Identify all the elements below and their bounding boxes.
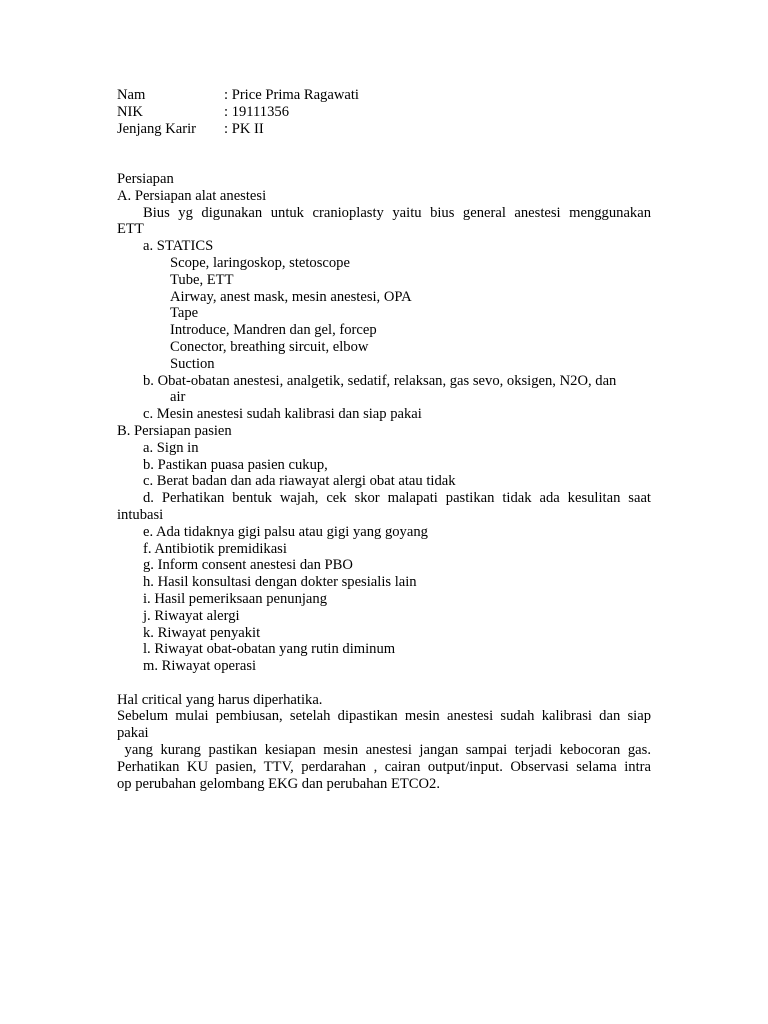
part-b-item: g. Inform consent anestesi dan PBO (143, 557, 353, 574)
part-b-item: e. Ada tidaknya gigi palsu atau gigi yang goyang (143, 523, 428, 540)
career-value: : PK II (224, 120, 264, 137)
statics-item: Scope, laringoskop, stetoscope (170, 254, 350, 271)
document-page (117, 87, 651, 792)
header-career-row (117, 121, 651, 138)
statics-item: Airway, anest mask, mesin anestesi, OPA (170, 288, 412, 305)
part-b-item: c. Berat badan dan ada riawayat alergi obat atau tidak (143, 473, 456, 490)
critical-line1: Sebelum mulai pembiusan, setelah dipastikan mesin anestesi sudah kalibrasi dan siap (117, 708, 651, 725)
critical-title: Hal critical yang harus diperhatika. (117, 691, 323, 708)
statics-title: a. STATICS (143, 238, 214, 255)
part-b-title: B. Persiapan pasien (117, 422, 232, 439)
part-a-item-b-line1: b. Obat-obatan anestesi, analgetik, sedatif, relaksan, gas sevo, oksigen, N2O, dan (143, 372, 617, 389)
critical-line3: yang kurang pastikan kesiapan mesin anestesi jangan sampai terjadi kebocoran gas. (117, 742, 651, 759)
nik-label: NIK (117, 103, 143, 120)
part-a-item-c: c. Mesin anestesi sudah kalibrasi dan siap pakai (143, 406, 422, 423)
part-b-item-d-line2: intubasi (117, 506, 164, 523)
part-b-item: l. Riwayat obat-obatan yang rutin diminum (143, 641, 396, 658)
part-b-item: k. Riwayat penyakit (143, 624, 261, 641)
statics-item: Tube, ETT (170, 271, 234, 288)
part-b-item: f. Antibiotik premidikasi (143, 540, 287, 557)
part-b-item: m. Riwayat operasi (143, 658, 257, 675)
statics-item: Suction (170, 355, 215, 372)
part-a-intro-line2: ETT (117, 221, 144, 238)
statics-item: Tape (170, 305, 199, 322)
statics-item: Introduce, Mandren dan gel, forcep (170, 322, 377, 339)
header-nik-row (117, 104, 651, 121)
critical-line5: op perubahan gelombang EKG dan perubahan ETCO2. (117, 775, 440, 792)
part-b-item: j. Riwayat alergi (143, 607, 240, 624)
name-label: Nam (117, 87, 146, 103)
part-a-title: A. Persiapan alat anestesi (117, 187, 267, 204)
part-a-item-b-line2: air (170, 389, 186, 406)
statics-item: Conector, breathing sircuit, elbow (170, 338, 369, 355)
part-b-item: h. Hasil konsultasi dengan dokter spesialis lain (143, 574, 417, 591)
critical-line4: Perhatikan KU pasien, TTV, perdarahan , cairan output/input. Observasi selama intra (117, 758, 651, 775)
nik-value: : 19111356 (224, 103, 289, 120)
spacer (117, 137, 651, 171)
spacer (117, 675, 651, 692)
part-b-item-d-line1: d. Perhatikan bentuk wajah, cek skor malapati pastikan tidak ada kesulitan saat (143, 490, 651, 507)
career-label: Jenjang Karir (117, 120, 197, 137)
part-b-item: i. Hasil pemeriksaan penunjang (143, 590, 327, 607)
critical-line2: pakai (117, 725, 149, 742)
part-b-item: b. Pastikan puasa pasien cukup, (143, 456, 328, 473)
name-value: : Price Prima Ragawati (224, 87, 359, 103)
part-b-item: a. Sign in (143, 439, 199, 456)
section-title: Persiapan (117, 170, 174, 187)
header-name-row (117, 87, 651, 104)
part-a-intro-line1: Bius yg digunakan untuk cranioplasty yaitu bius general anestesi menggunakan (143, 204, 651, 221)
